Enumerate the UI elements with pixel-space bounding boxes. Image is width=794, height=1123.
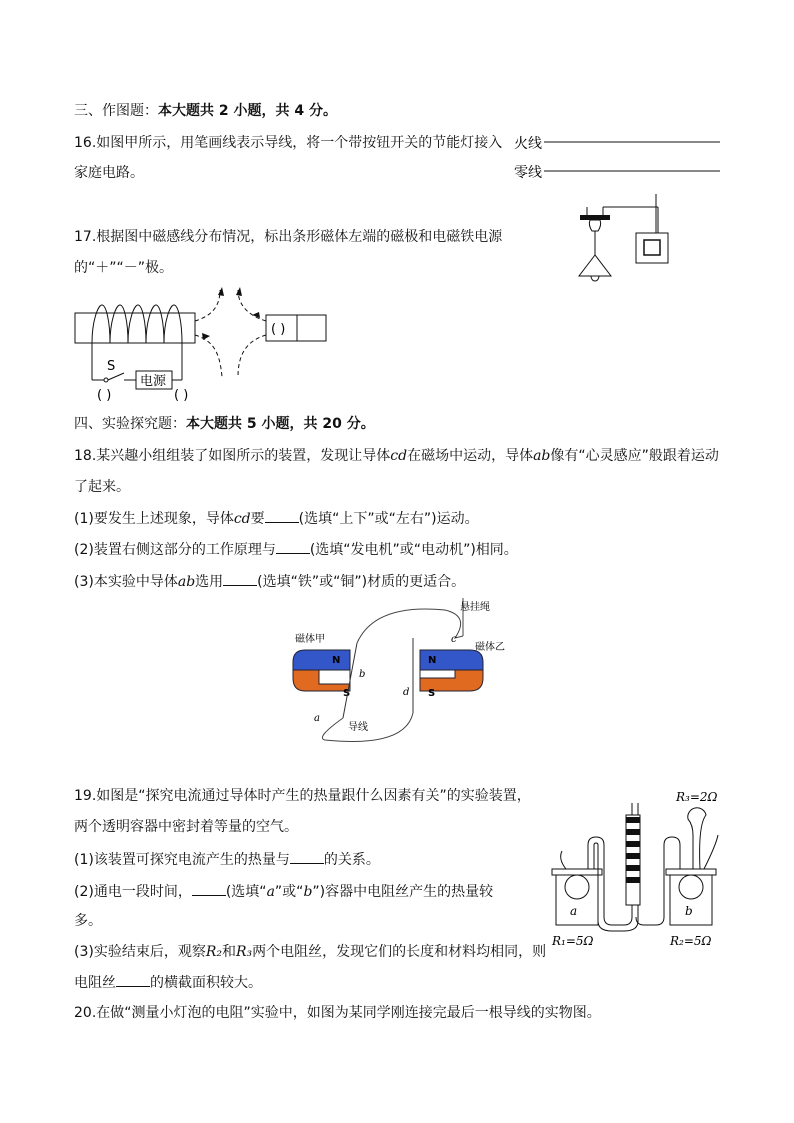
- q18-part1: (1)要发生上述现象，导体cd要 (选填“上下”或“左右”)运动。: [74, 508, 479, 529]
- q18-line1: 18.某兴趣小组组装了如图所示的装置，发现让导体cd在磁场中运动，导体ab像有“心灵感应”般跟着运动: [74, 448, 719, 464]
- point-a: a: [314, 713, 320, 724]
- answer-blank[interactable]: [223, 571, 257, 586]
- r1-label: R₁=5Ω: [552, 934, 594, 948]
- wire-label: 导线: [348, 722, 368, 733]
- pole-s: S: [428, 688, 436, 699]
- section-3-heading: 三、作图题：本大题共 2 小题，共 4 分。: [74, 103, 337, 119]
- q18-figure: [285, 598, 520, 748]
- q16-figure: [510, 130, 730, 295]
- answer-blank[interactable]: [116, 972, 150, 987]
- r2-label: R₂=5Ω: [670, 934, 712, 948]
- fire-wire-label: 火线: [514, 136, 542, 152]
- q17-line1: 17.根据图中磁感线分布情况，标出条形磁体左端的磁极和电磁铁电源: [74, 229, 503, 245]
- magnet-a-label: 磁体甲: [295, 634, 325, 645]
- section-4-heading: 四、实验探究题：本大题共 5 小题，共 20 分。: [74, 416, 375, 432]
- q16-line2: 家庭电路。: [74, 165, 144, 181]
- q18-line2: 了起来。: [74, 479, 130, 495]
- power-source-label: 电源: [140, 374, 167, 389]
- answer-blank[interactable]: [290, 849, 324, 864]
- neutral-wire-label: 零线: [514, 165, 542, 181]
- q17-figure: [70, 285, 335, 405]
- magnet-b: [420, 650, 483, 699]
- answer-blank[interactable]: [276, 539, 310, 554]
- field-line: [195, 335, 222, 377]
- q19-part3-cont: 电阻丝 的横截面积较大。: [74, 972, 262, 993]
- power-left-pole-blank: ( ): [97, 388, 112, 403]
- power-right-pole-blank: ( ): [174, 388, 189, 403]
- suspension-rope-label: 悬挂绳: [460, 602, 490, 613]
- answer-blank[interactable]: [192, 881, 226, 896]
- q19-line2: 两个透明容器中密封着等量的空气。: [74, 819, 298, 835]
- q19-part3: (3)实验结束后，观察R₂和R₃两个电阻丝，发现它们的长度和材料均相同，则: [74, 944, 547, 960]
- point-c: c: [451, 634, 457, 645]
- magnet-a: [293, 650, 350, 699]
- q17-line2: 的“＋”“－”极。: [74, 260, 174, 276]
- field-line: [195, 290, 220, 321]
- answer-blank[interactable]: [265, 508, 299, 523]
- switch-label: S: [107, 359, 116, 374]
- magnet-b-label: 磁体乙: [475, 642, 505, 653]
- point-d: d: [403, 687, 410, 698]
- q19-part2-cont: 多。: [74, 913, 102, 929]
- q18-part2: (2)装置右侧这部分的工作原理与 (选填“发电机”或“电动机”)相同。: [74, 539, 518, 560]
- pole-n: N: [332, 655, 341, 666]
- pole-n: N: [428, 655, 437, 666]
- field-line: [238, 290, 266, 321]
- q18-part3: (3)本实验中导体ab选用 (选填“铁”或“铜”)材质的更适合。: [74, 571, 465, 592]
- r3-label: R₃=2Ω: [676, 790, 718, 804]
- q19-line1: 19.如图是“探究电流通过导体时产生的热量跟什么因素有关”的实验装置，: [74, 788, 531, 804]
- pole-s: S: [343, 688, 351, 699]
- point-b: b: [359, 669, 366, 680]
- q19-figure: [548, 785, 728, 950]
- q16-line1: 16.如图甲所示，用笔画线表示导线，将一个带按钮开关的节能灯接入: [74, 135, 503, 151]
- q19-part2: (2)通电一段时间， (选填“a”或“b”)容器中电阻丝产生的热量较: [74, 881, 493, 902]
- button-switch-icon: [636, 194, 668, 263]
- bar-magnet-pole-blank: ( ): [271, 322, 286, 337]
- field-line: [238, 335, 266, 377]
- q19-part1: (1)该装置可探究电流产生的热量与 的关系。: [74, 849, 380, 870]
- q20-line1: 20.在做“测量小灯泡的电阻”实验中，如图为某同学刚连接完最后一根导线的实物图。: [74, 1005, 601, 1021]
- container-a-label: a: [570, 904, 578, 918]
- container-b-label: b: [685, 904, 693, 918]
